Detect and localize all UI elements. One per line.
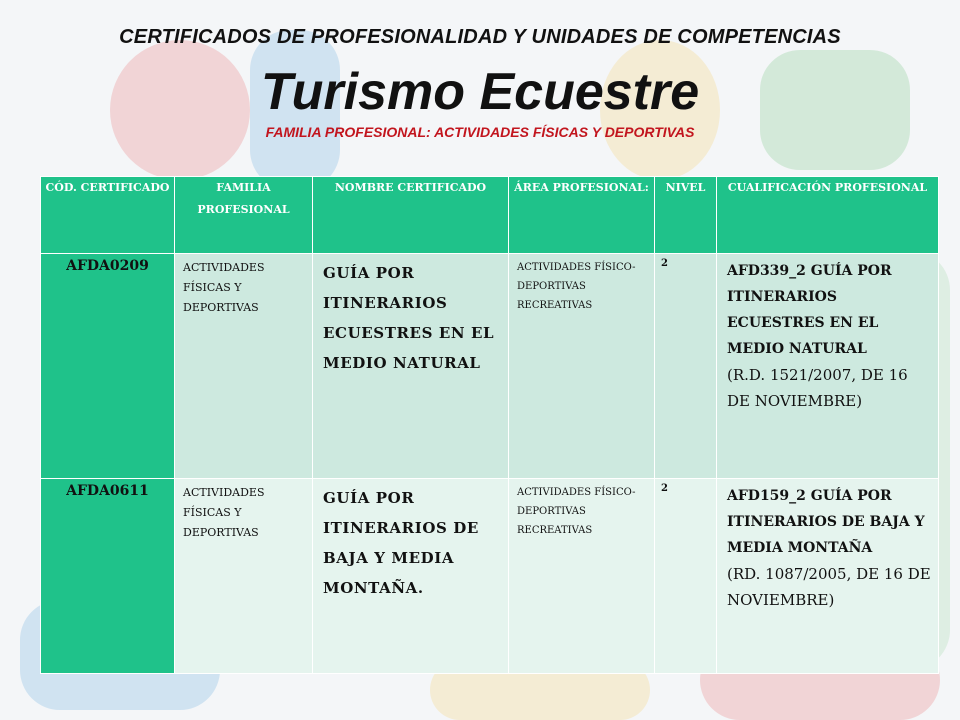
professional-area: ACTIVIDADES FÍSICO-DEPORTIVAS RECREATIVAS (509, 254, 655, 479)
certificate-code: AFDA0611 (41, 479, 175, 674)
table-row (41, 254, 939, 479)
table-row (41, 479, 939, 674)
slide-main-title: Turismo Ecuestre (260, 63, 700, 121)
qualification-decree: (RD. 1087/2005, DE 16 DE NOVIEMBRE) (727, 565, 931, 609)
qualification-name: AFD339_2 GUÍA POR ITINERARIOS ECUESTRES EN EL MEDIO NATURAL (727, 263, 892, 357)
certificate-level: 2 (655, 254, 717, 479)
certificate-level: 2 (655, 479, 717, 674)
certificate-name: GUÍA POR ITINERARIOS DE BAJA Y MEDIA MONTAÑA. (313, 479, 509, 674)
column-header-level: NIVEL (655, 177, 717, 254)
professional-qualification (717, 254, 939, 479)
table-header-row (41, 177, 939, 254)
professional-family: ACTIVIDADES FÍSICAS Y DEPORTIVAS (175, 479, 313, 674)
professional-family: ACTIVIDADES FÍSICAS Y DEPORTIVAS (175, 254, 313, 479)
column-header-name: NOMBRE CERTIFICADO (313, 177, 509, 254)
qualification-decree: (R.D. 1521/2007, DE 16 DE NOVIEMBRE) (727, 366, 908, 410)
column-header-code: CÓD. CERTIFICADO (41, 177, 175, 254)
professional-qualification (717, 479, 939, 674)
slide-top-title: CERTIFICADOS DE PROFESIONALIDAD Y UNIDADES DE COMPETENCIAS (119, 26, 841, 48)
column-header-family: FAMILIA PROFESIONAL (175, 177, 313, 254)
certificates-table (40, 176, 939, 674)
column-header-qualification: CUALIFICACIÓN PROFESIONAL (717, 177, 939, 254)
qualification-name: AFD159_2 GUÍA POR ITINERARIOS DE BAJA Y MEDIA MONTAÑA (727, 488, 925, 556)
certificate-code: AFDA0209 (41, 254, 175, 479)
professional-area: ACTIVIDADES FÍSICO-DEPORTIVAS RECREATIVAS (509, 479, 655, 674)
certificate-name: GUÍA POR ITINERARIOS ECUESTRES EN EL MEDIO NATURAL (313, 254, 509, 479)
slide-subtitle: FAMILIA PROFESIONAL: ACTIVIDADES FÍSICAS Y DEPORTIVAS (265, 124, 695, 140)
column-header-area: ÁREA PROFESIONAL: (509, 177, 655, 254)
